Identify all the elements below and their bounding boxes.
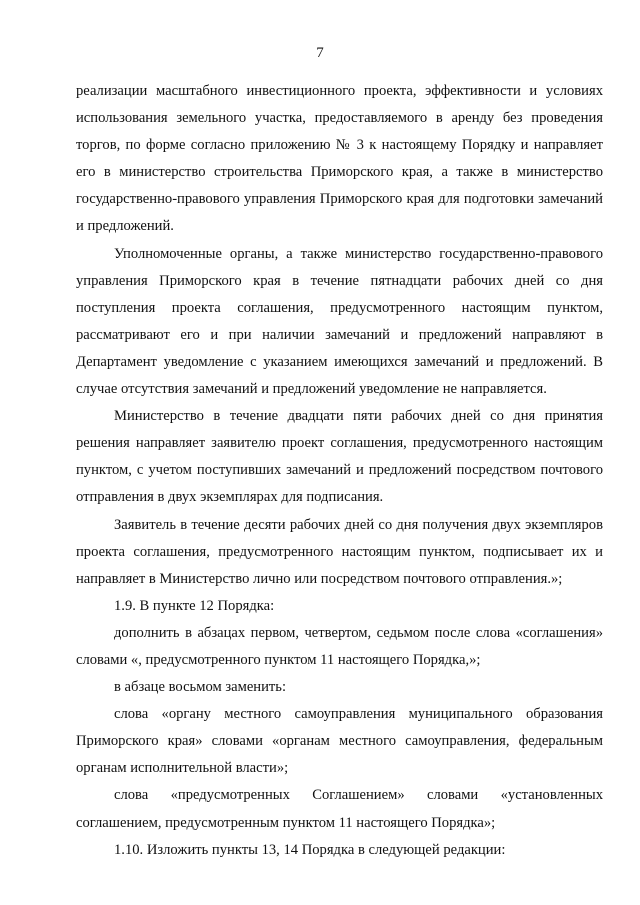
paragraph-continuation: реализации масштабного инвестиционного проекта, эффективности и условиях использования земельного участка, предоставляемого в аренду без проведения торгов, по форме согласно приложению № 3 к настоящему Порядку и направляет его в министерство строительства Приморского края, а также в министерство государственно-правового управления Приморского края для подготовки замечаний и предложений. xyxy=(76,83,603,235)
page-number: 7 xyxy=(316,45,324,61)
paragraph-authorized-bodies: Уполномоченные органы, а также министерство государственно-правового управления Приморского края в течение пятнадцати рабочих дней со дня поступления проекта соглашения, предусмотренного настоящим пунктом, рассматривают его и при наличии замечаний и предложений направляют в Департамент уведомление с указанием имеющихся замечаний и предложений. В случае отсутствия замечаний и предложений уведомление не направляется. xyxy=(76,245,603,398)
paragraph-replace-words-1: слова «органу местного самоуправления муниципального образования Приморского края» словами «органам местного самоуправления, федеральным органам исполнительной власти»; xyxy=(76,706,603,777)
paragraph-item-1-9: 1.9. В пункте 12 Порядка: xyxy=(114,597,275,614)
paragraph-replace-intro: в абзаце восьмом заменить: xyxy=(114,679,287,696)
paragraph-supplement: дополнить в абзацах первом, четвертом, седьмом после слова «соглашения» словами «, предусмотренного пунктом 11 настоящего Порядка,»; xyxy=(76,624,603,668)
paragraph-ministry: Министерство в течение двадцати пяти рабочих дней со дня принятия решения направляет заявителю проект соглашения, предусмотренного настоящим пунктом, с учетом поступивших замечаний и предложений посредством почтового отправления в двух экземплярах для подписания. xyxy=(76,408,603,506)
paragraph-replace-words-2: слова «предусмотренных Соглашением» словами «установленных соглашением, предусмотренным пунктом 11 настоящего Порядка»; xyxy=(76,787,603,831)
document-body xyxy=(76,78,603,864)
paragraph-item-1-10: 1.10. Изложить пункты 13, 14 Порядка в следующей редакции: xyxy=(114,841,506,858)
paragraph-applicant: Заявитель в течение десяти рабочих дней со дня получения двух экземпляров проекта соглашения, предусмотренного настоящим пунктом, подписывает их и направляет в Министерство лично или посредством почтового отправления.»; xyxy=(76,516,603,587)
